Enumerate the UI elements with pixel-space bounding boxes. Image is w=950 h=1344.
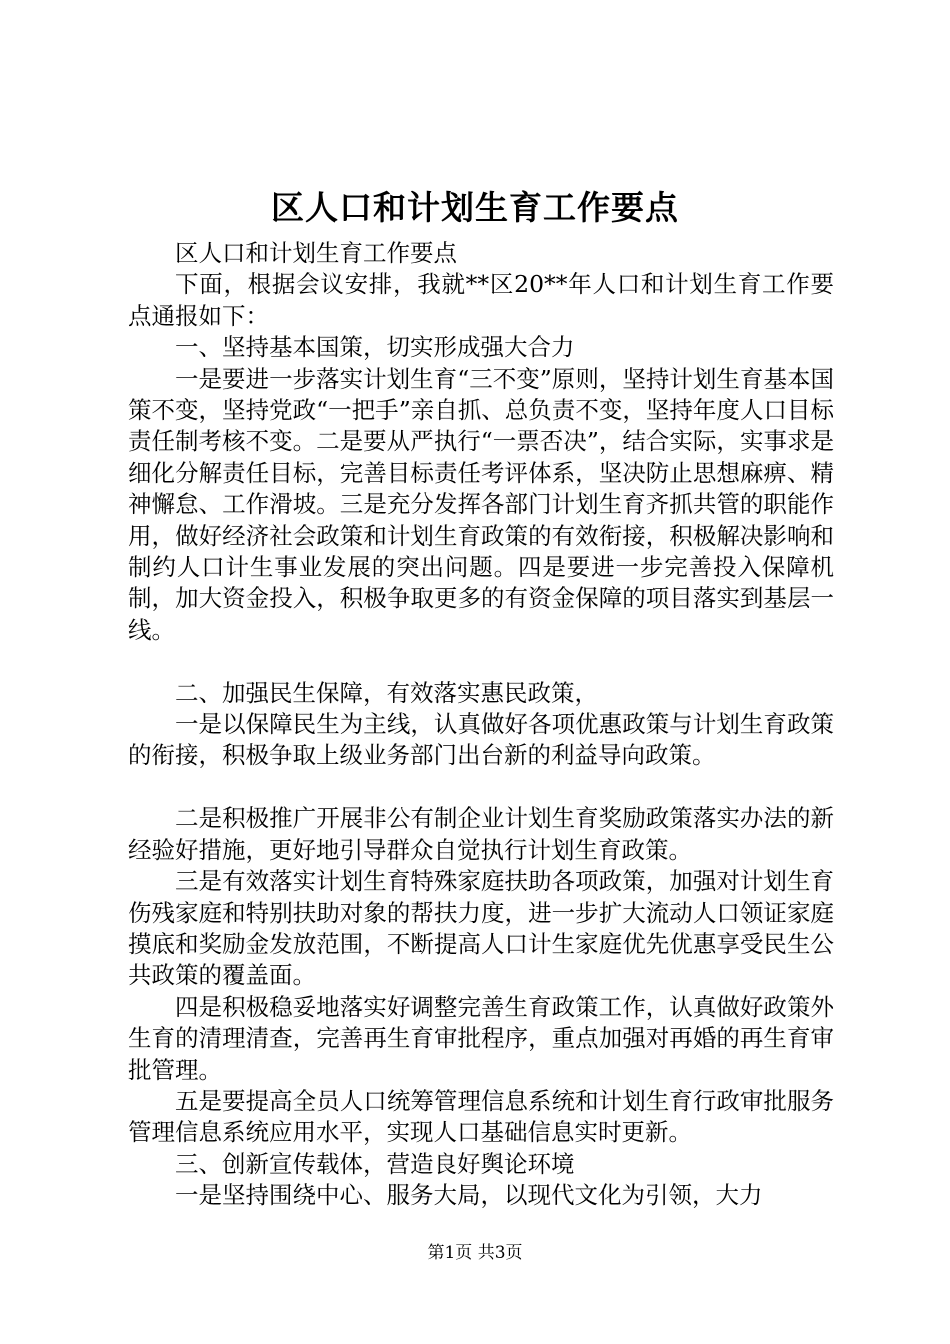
paragraph-subtitle: 区人口和计划生育工作要点 (175, 239, 457, 267)
document-title: 区人口和计划生育工作要点 (271, 188, 679, 227)
paragraph-section-3-item-1: 一是坚持围绕中心、服务大局，以现代文化为引领，大力 (175, 1181, 763, 1210)
page-footer: 第1页 共3页 (427, 1243, 523, 1263)
paragraph-section-2-item-4: 四是积极稳妥地落实好调整完善生育政策工作，认真做好政策外生育的清理清查，完善再生育审批程序，重点加强对再婚的再生育审批管理。 (128, 992, 834, 1084)
paragraph-section-2-item-2: 二是积极推广开展非公有制企业计划生育奖励政策落实办法的新经验好措施，更好地引导群众自觉执行计划生育政策。 (128, 804, 834, 864)
paragraph-section-2-item-1: 一是以保障民生为主线，认真做好各项优惠政策与计划生育政策的衔接，积极争取上级业务部门出台新的利益导向政策。 (128, 710, 834, 770)
section-heading-2: 二、加强民生保障，有效落实惠民政策， (175, 678, 598, 707)
paragraph-section-1: 一是要进一步落实计划生育“三不变”原则，坚持计划生育基本国策不变，坚持党政“一把手”亲自抓、总负责不变，坚持年度人口目标责任制考核不变。二是要从严执行“一票否决”，结合实际，实事求是细化分解责任目标，完善目标责任考评体系，坚决防止思想麻痹、精神懈怠、工作滑坡。三是充分发挥各部门计划生育齐抓共管的职能作用，做好经济社会政策和计划生育政策的有效衔接，积极解决影响和制约人口计生事业发展的突出问题。四是要进一步完善投入保障机制，加大资金投入，积极争取更多的有资金保障的项目落实到基层一线。 (128, 364, 834, 644)
paragraph-intro: 下面，根据会议安排，我就**区20**年人口和计划生育工作要点通报如下： (128, 270, 834, 330)
document-body (128, 238, 834, 1212)
section-heading-3: 三、创新宣传载体，营造良好舆论环境 (175, 1149, 575, 1178)
paragraph-section-2-item-5: 五是要提高全员人口统筹管理信息系统和计划生育行政审批服务管理信息系统应用水平，实现人口基础信息实时更新。 (128, 1086, 834, 1147)
section-heading-1: 一、坚持基本国策，切实形成强大合力 (175, 333, 575, 362)
paragraph-section-2-item-3: 三是有效落实计划生育特殊家庭扶助各项政策，加强对计划生育伤残家庭和特别扶助对象的帮扶力度，进一步扩大流动人口领证家庭摸底和奖励金发放范围，不断提高人口计生家庭优先优惠享受民生公共政策的覆盖面。 (128, 867, 834, 990)
